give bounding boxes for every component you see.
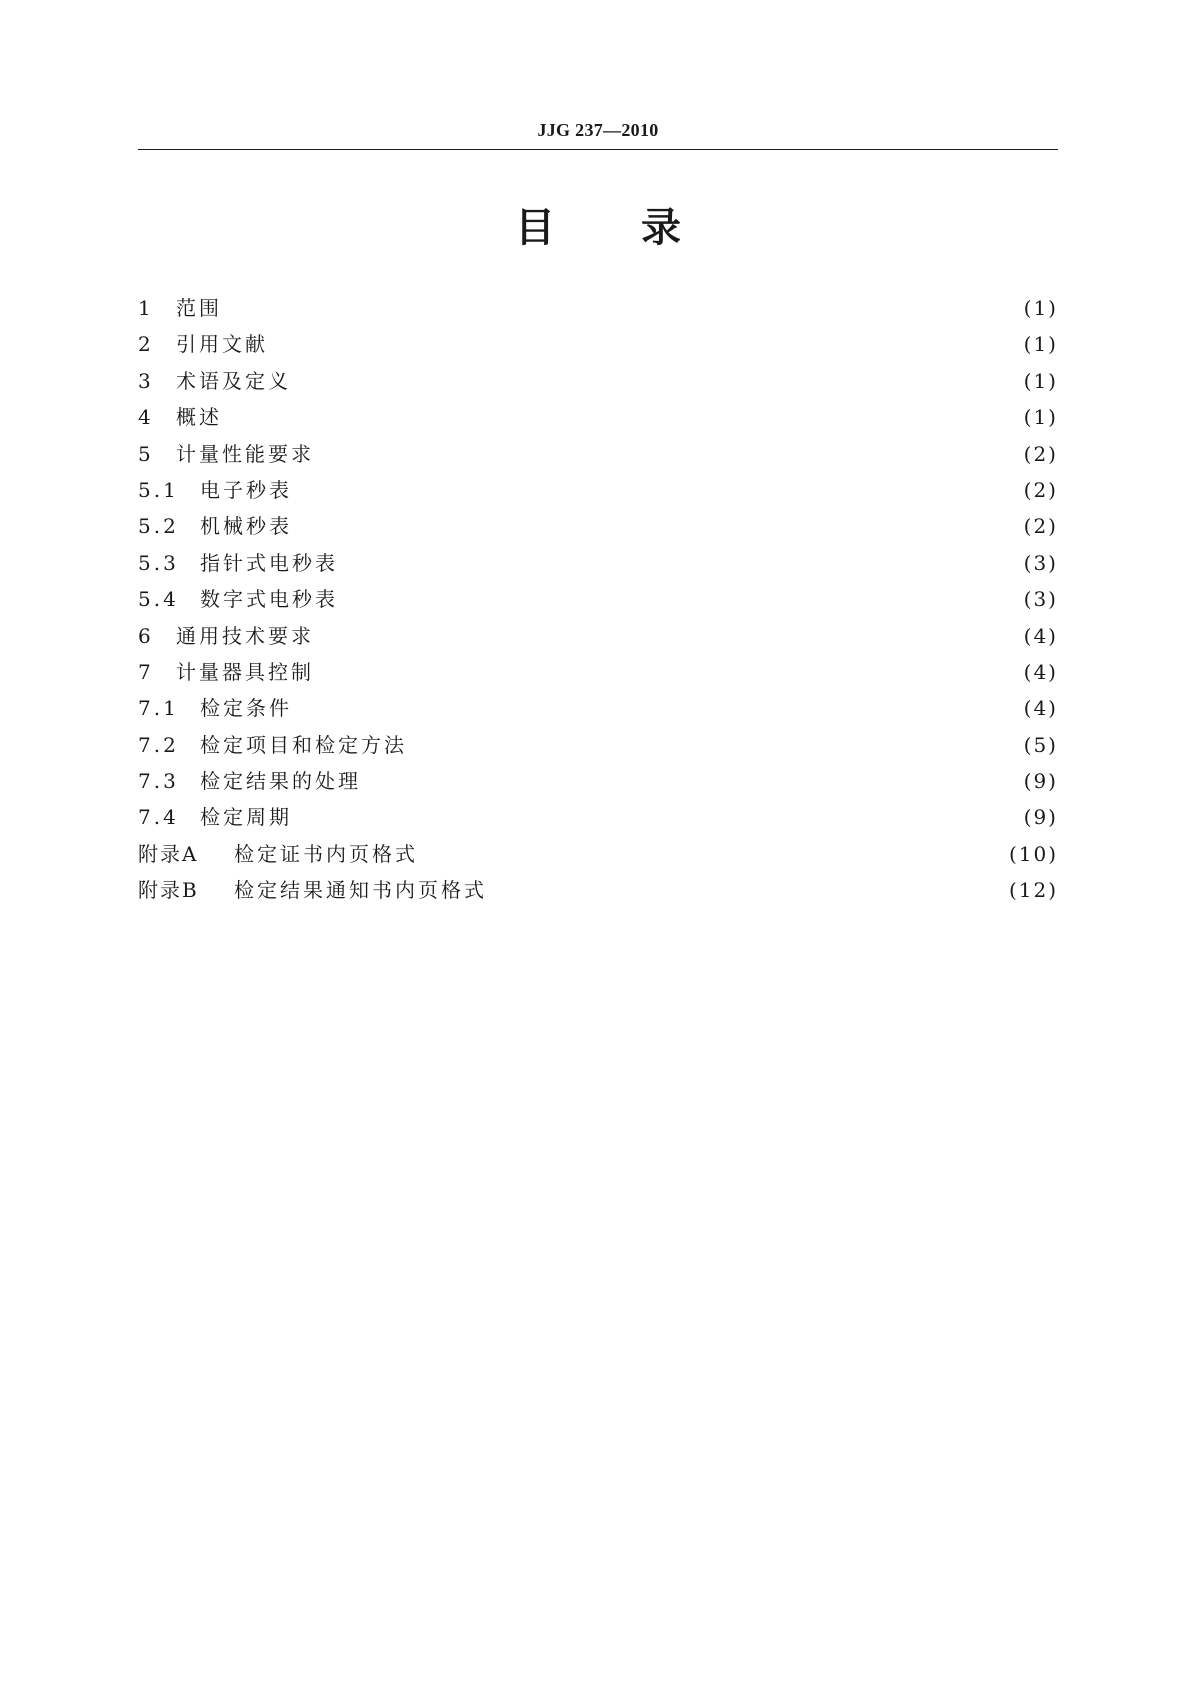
toc-leader-dots [294,479,1004,499]
toc-entry-number: 附录B [138,878,199,903]
toc-entry-label: 计量器具控制 [176,659,314,684]
toc-entry[interactable] [138,290,1058,326]
toc-leader-dots [316,661,1004,681]
toc-entry-number: 5.1 [138,477,179,502]
toc-entry[interactable] [138,581,1058,617]
toc-entry-page: (3) [1023,550,1058,575]
toc-entry-number: 7.2 [138,732,179,757]
toc-entry-label: 数字式电秒表 [200,587,338,612]
toc-entry-page: (1) [1023,405,1058,430]
toc-leader-dots [409,734,1004,754]
toc-entry-label: 检定项目和检定方法 [200,732,407,757]
toc-leader-dots [316,443,1004,463]
toc-entry-page: (1) [1023,296,1058,320]
toc-entry-number: 2 [138,332,154,357]
toc-entry[interactable] [138,618,1058,654]
toc-leader-dots [293,370,1004,390]
toc-entry[interactable] [138,727,1058,763]
toc-entry-page: (4) [1023,659,1058,684]
toc-leader-dots [316,625,1004,645]
table-of-contents [138,290,1058,909]
toc-leader-dots [432,843,1004,863]
toc-entry-number: 7.4 [138,805,179,830]
toc-entry-label: 术语及定义 [176,368,291,393]
toc-entry-number: 7 [138,659,154,684]
toc-entry-number: 1 [138,296,154,320]
toc-leader-dots [363,770,1004,790]
toc-entry-number: 7.3 [138,769,179,794]
toc-entry-label: 概述 [176,405,222,430]
toc-entry-number: 5.4 [138,587,179,612]
toc-entry[interactable] [138,363,1058,399]
toc-entry-label: 检定结果的处理 [200,769,361,794]
toc-entry-label: 计量性能要求 [176,441,314,466]
toc-entry-number: 6 [138,623,154,648]
toc-entry-number: 5.3 [138,550,179,575]
toc-entry-label: 引用文献 [176,332,268,357]
toc-entry[interactable] [138,799,1058,835]
toc-leader-dots [224,406,1004,426]
toc-entry-number: 附录A [138,841,199,866]
toc-entry-page: (1) [1023,332,1058,357]
toc-leader-dots [501,879,1004,899]
toc-entry-page: (2) [1023,477,1058,502]
toc-entry-page: (9) [1023,805,1058,830]
toc-entry[interactable] [138,654,1058,690]
toc-entry-label: 检定周期 [200,805,292,830]
toc-leader-dots [340,552,1004,572]
toc-entry-page: (5) [1023,732,1058,757]
toc-entry-page: (12) [1008,878,1058,903]
toc-entry[interactable] [138,690,1058,726]
toc-entry-label: 检定结果通知书内页格式 [234,878,487,903]
toc-leader-dots [270,333,1004,353]
toc-entry-label: 范围 [176,296,222,320]
toc-entry-number: 7.1 [138,696,179,721]
toc-entry-number: 5 [138,441,154,466]
toc-entry-label: 检定条件 [200,696,292,721]
toc-entry-page: (2) [1023,514,1058,539]
toc-entry-label: 检定证书内页格式 [234,841,418,866]
toc-entry[interactable] [138,436,1058,472]
toc-entry[interactable] [138,836,1058,872]
toc-entry[interactable] [138,326,1058,362]
toc-leader-dots [294,697,1004,717]
document-code-header: JJG 237—2010 [537,120,659,140]
toc-leader-dots [224,297,1004,317]
toc-leader-dots [340,588,1004,608]
toc-entry[interactable] [138,763,1058,799]
toc-entry-page: (9) [1023,769,1058,794]
toc-entry-number: 4 [138,405,154,430]
toc-entry-page: (1) [1023,368,1058,393]
toc-entry[interactable] [138,508,1058,544]
toc-entry[interactable] [138,872,1058,908]
toc-entry-page: (4) [1023,696,1058,721]
toc-leader-dots [294,515,1004,535]
toc-entry-number: 5.2 [138,514,179,539]
toc-entry-page: (2) [1023,441,1058,466]
toc-entry-page: (3) [1023,587,1058,612]
page-title-char-2: 录 [641,205,681,251]
toc-entry[interactable] [138,472,1058,508]
toc-entry-label: 指针式电秒表 [200,550,338,575]
toc-entry-number: 3 [138,368,154,393]
toc-leader-dots [294,806,1004,826]
toc-entry[interactable] [138,545,1058,581]
page-title-char-1: 目 [515,205,555,251]
toc-entry[interactable] [138,399,1058,435]
toc-entry-label: 通用技术要求 [176,623,314,648]
toc-entry-label: 电子秒表 [200,477,292,502]
toc-entry-page: (10) [1008,841,1058,866]
header-rule [138,149,1058,150]
toc-entry-label: 机械秒表 [200,514,292,539]
toc-entry-page: (4) [1023,623,1058,648]
page-title [138,198,1058,258]
